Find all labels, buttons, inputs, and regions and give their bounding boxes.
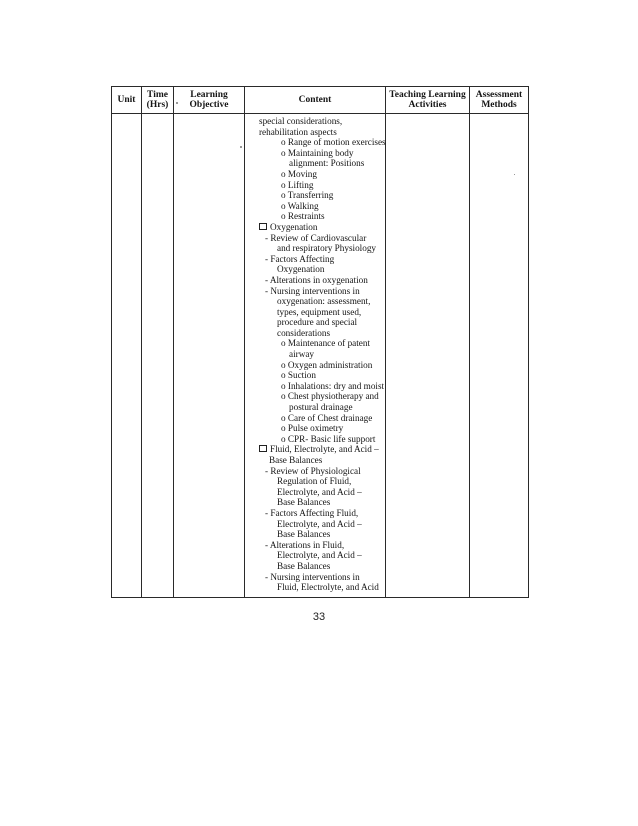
content-line: types, equipment used, [277, 306, 362, 317]
section-heading-fluid-electrolyte: Fluid, Electrolyte, and Acid – [259, 444, 385, 455]
content-line: and respiratory Physiology [277, 243, 377, 254]
content-line: o Restraints [281, 211, 325, 222]
header-assessment-methods: Assessment Methods [470, 87, 529, 114]
content-line: Regulation of Fluid, [277, 476, 352, 487]
content-line: o Care of Chest drainage [281, 412, 373, 423]
teaching-learning-activities-cell [386, 114, 470, 598]
content-line: procedure and special [277, 317, 358, 328]
content-line: o CPR- Basic life support [281, 433, 376, 444]
time-cell [142, 114, 174, 598]
scan-speck [514, 174, 515, 175]
header-unit: Unit [112, 87, 142, 114]
content-line: special considerations, [259, 116, 343, 126]
table-row [112, 114, 529, 598]
content-line: - Nursing interventions in [265, 571, 360, 582]
content-line: Fluid, Electrolyte, and Acid [277, 582, 379, 593]
header-learning-objective: Learning Objective [174, 87, 245, 114]
content-line: Base Balances [277, 497, 331, 508]
page-number: 33 [312, 611, 326, 623]
content-line: o Maintaining body [281, 147, 354, 158]
scan-speck [240, 146, 242, 148]
square-bullet-icon [259, 445, 267, 452]
content-line: - Alterations in Fluid, [265, 539, 345, 550]
content-line: o Walking [281, 200, 319, 211]
content-line: o Lifting [281, 179, 314, 190]
content-line: Electrolyte, and Acid – [277, 518, 362, 529]
section-heading-oxygenation: Oxygenation [259, 222, 385, 233]
scan-speck [176, 102, 178, 104]
content-line: o Pulse oximetry [281, 423, 344, 434]
content-line: o Inhalations: dry and moist [281, 380, 385, 391]
content-cell [245, 114, 386, 598]
content-line: - Review of Physiological [265, 465, 361, 476]
content-line: o Suction [281, 370, 316, 381]
header-time: Time (Hrs) [142, 87, 174, 114]
content-line: o Chest physiotherapy and [281, 391, 379, 402]
unit-cell [112, 114, 142, 598]
content-line: o Maintenance of patent [281, 338, 371, 349]
assessment-methods-cell [470, 114, 529, 598]
content-line: postural drainage [289, 402, 353, 413]
square-bullet-icon [259, 223, 267, 230]
content-line: - Factors Affecting [265, 253, 335, 264]
content-line: alignment: Positions [289, 158, 365, 169]
content-line: - Factors Affecting Fluid, [265, 507, 359, 518]
content-line: Base Balances [277, 560, 331, 571]
table-header-row [112, 87, 529, 114]
content-line: - Review of Cardiovascular [265, 232, 367, 243]
curriculum-table [111, 86, 529, 598]
content-line: Base Balances [269, 455, 323, 465]
content-line: Electrolyte, and Acid – [277, 486, 362, 497]
content-line: o Transferring [281, 190, 334, 201]
content-line: - Nursing interventions in [265, 285, 360, 296]
learning-objective-cell [174, 114, 245, 598]
content-line: Electrolyte, and Acid – [277, 550, 362, 561]
header-content: Content [245, 87, 386, 114]
content-line: - Alterations in oxygenation [265, 274, 368, 285]
content-line: oxygenation: assessment, [277, 296, 371, 307]
content-line: airway [289, 349, 314, 360]
content-line: rehabilitation aspects [259, 126, 337, 137]
content-line: considerations [277, 327, 331, 338]
header-teaching-learning-activities: Teaching Learning Activities [386, 87, 470, 114]
content-line: Base Balances [277, 529, 331, 540]
content-line: Oxygenation [277, 264, 325, 275]
content-line: o Moving [281, 168, 317, 179]
content-line: o Range of motion exercises [281, 137, 386, 148]
content-line: o Oxygen administration [281, 359, 373, 370]
